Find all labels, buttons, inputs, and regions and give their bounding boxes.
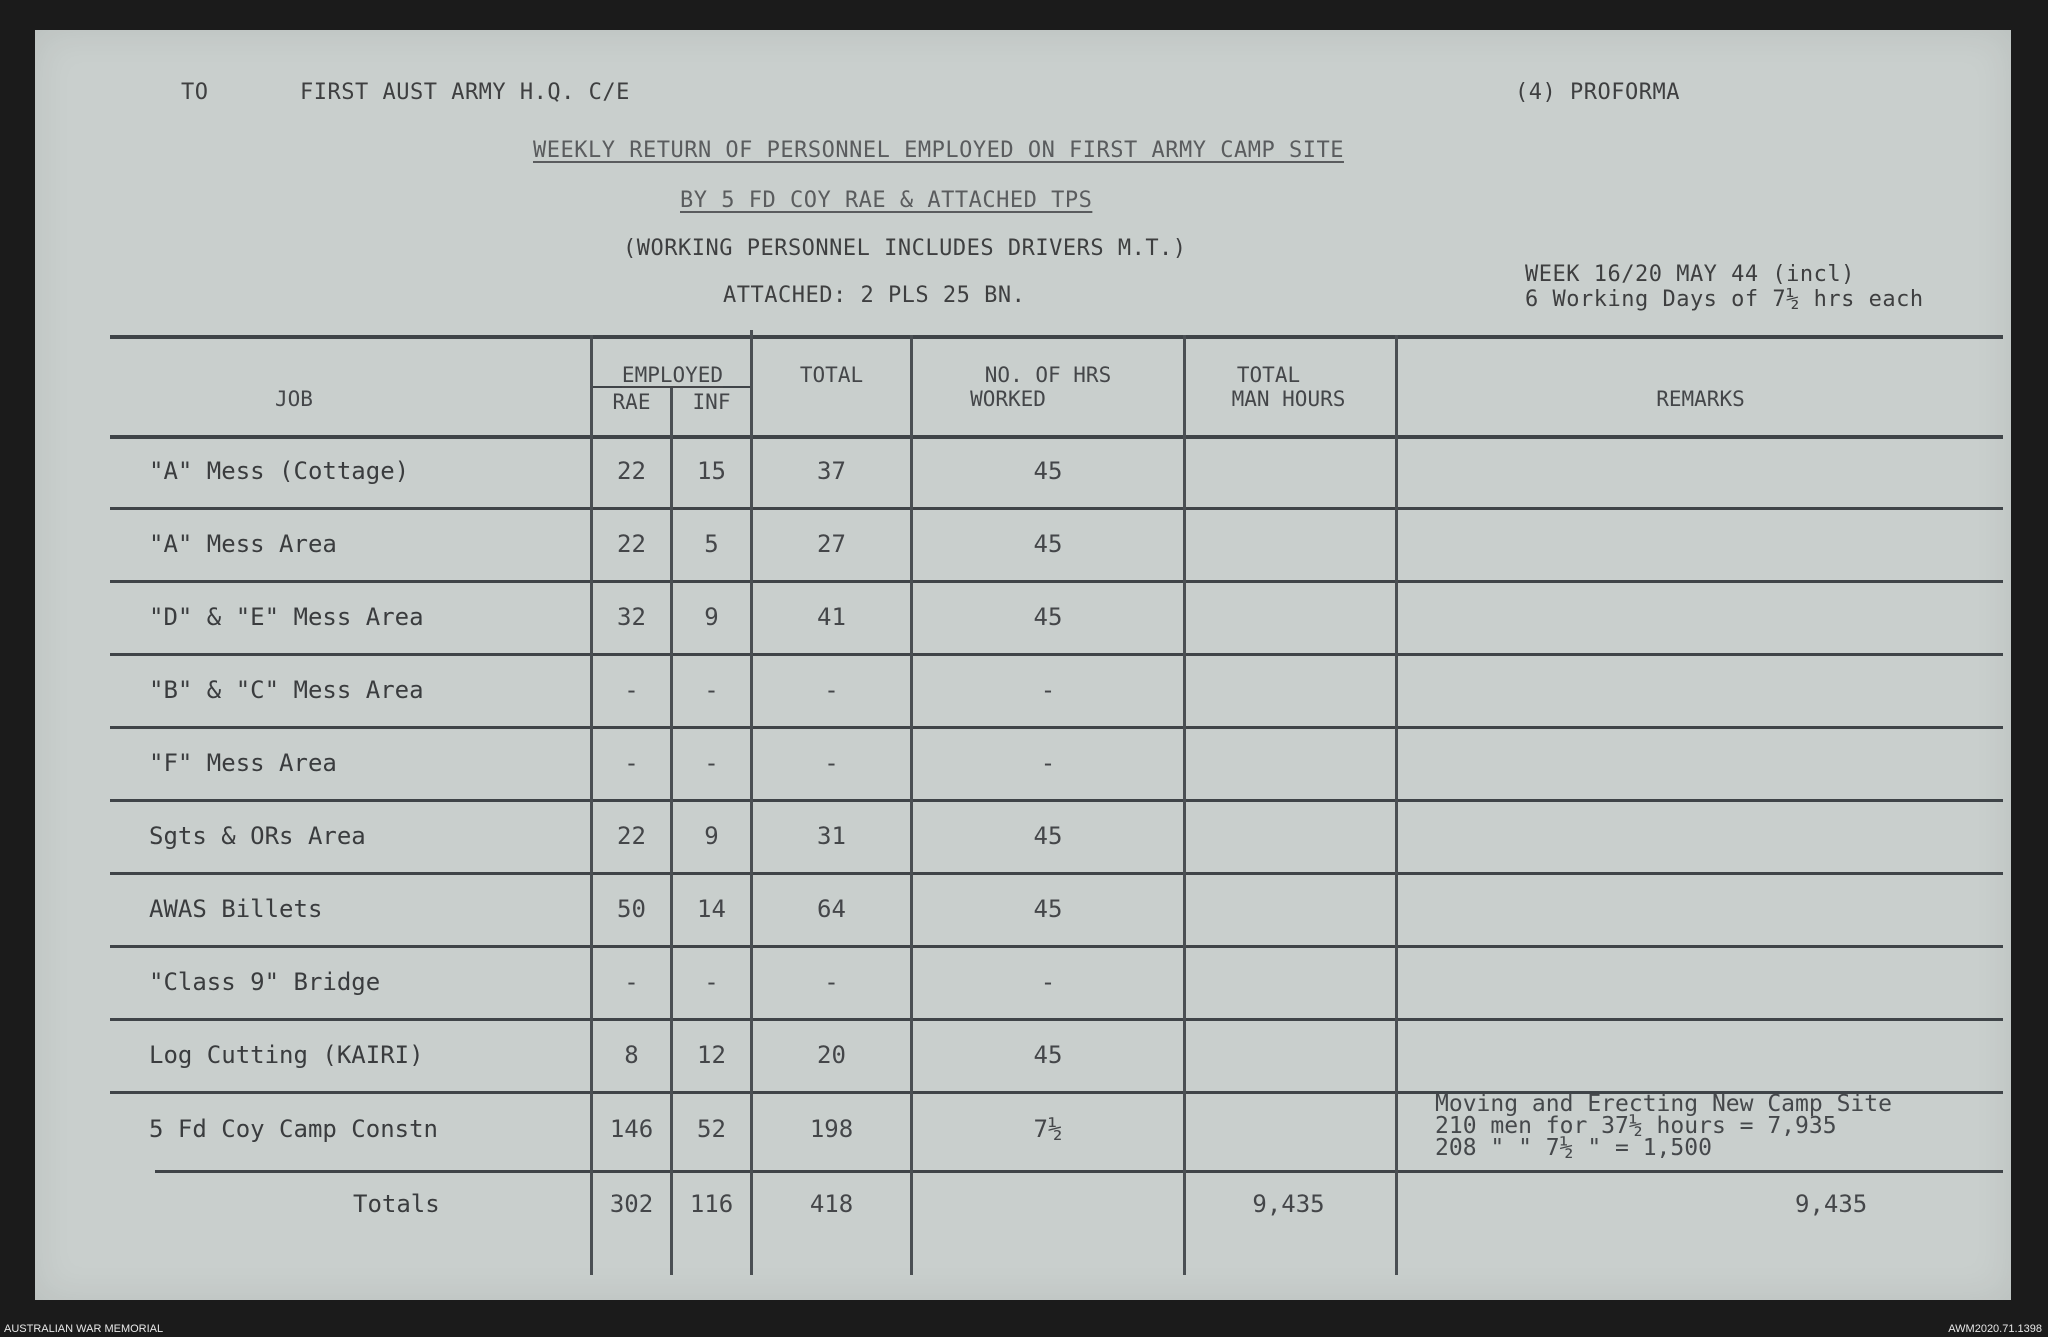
hours-cell: 45 — [1033, 895, 1063, 923]
row-rule — [110, 726, 2003, 729]
totals-remarks-value: 9,435 — [1795, 1190, 1868, 1218]
totals-top-rule — [155, 1170, 2003, 1173]
rae-cell: - — [624, 749, 639, 777]
job-cell: "F" Mess Area — [149, 749, 337, 777]
remark-line: 208 " " 7½ " = 1,500 — [1435, 1135, 1712, 1161]
job-cell: "A" Mess (Cottage) — [149, 457, 410, 485]
rae-cell: 22 — [617, 822, 646, 850]
total-cell: 31 — [817, 822, 846, 850]
total-cell: - — [824, 749, 839, 777]
total-cell: 37 — [817, 457, 846, 485]
row-rule — [110, 507, 2003, 510]
totals-rae: 302 — [609, 1190, 654, 1218]
rae-cell: 22 — [617, 530, 646, 558]
col-header-remarks: REMARKS — [1656, 387, 1745, 411]
remark-line: Moving and Erecting New Camp Site — [1435, 1091, 1892, 1117]
totals-total: 418 — [809, 1190, 854, 1218]
inf-cell: 5 — [704, 530, 719, 558]
row-rule — [110, 945, 2003, 948]
footer-accession: AWM2020.71.1398 — [1948, 1323, 2042, 1335]
col-header-total: TOTAL — [799, 363, 864, 387]
personnel-note: (WORKING PERSONNEL INCLUDES DRIVERS M.T.) — [623, 236, 1187, 261]
rae-cell: - — [624, 676, 639, 704]
row-rule — [110, 1018, 2003, 1021]
total-cell: 27 — [817, 530, 846, 558]
total-cell: 41 — [817, 603, 846, 631]
col-header-man-hours: TOTAL — [1236, 363, 1301, 387]
total-cell: 64 — [817, 895, 846, 923]
col-header-inf: INF — [692, 390, 731, 414]
rae-cell: 32 — [617, 603, 646, 631]
column-divider — [1395, 335, 1398, 1275]
hours-cell: 45 — [1033, 822, 1063, 850]
total-cell: - — [824, 968, 839, 996]
job-cell: "A" Mess Area — [149, 530, 337, 558]
attached-note: ATTACHED: 2 PLS 25 BN. — [723, 283, 1026, 308]
job-cell: "Class 9" Bridge — [149, 968, 381, 996]
hours-cell: 7½ — [1033, 1115, 1063, 1143]
working-days-label: 6 Working Days of 7½ hrs each — [1525, 287, 1924, 312]
totals-inf: 116 — [689, 1190, 734, 1218]
inf-cell: 52 — [697, 1115, 726, 1143]
column-divider — [1183, 335, 1186, 1275]
to-label: TO — [181, 80, 209, 105]
proforma-label: (4) PROFORMA — [1515, 80, 1680, 105]
job-cell: "B" & "C" Mess Area — [149, 676, 424, 704]
col-header-man-hours-line2: MAN HOURS — [1231, 387, 1346, 411]
inf-cell: - — [704, 749, 719, 777]
job-cell: Sgts & ORs Area — [149, 822, 366, 850]
document-subtitle: BY 5 FD COY RAE & ATTACHED TPS — [680, 188, 1093, 213]
rae-cell: 146 — [609, 1115, 654, 1143]
total-cell: - — [824, 676, 839, 704]
inf-cell: - — [704, 968, 719, 996]
rae-cell: 50 — [617, 895, 646, 923]
remark-line: 210 men for 37½ hours = 7,935 — [1435, 1113, 1837, 1139]
rae-cell: 8 — [624, 1041, 639, 1069]
document-page — [35, 30, 2011, 1300]
job-cell: 5 Fd Coy Camp Constn — [149, 1115, 438, 1143]
col-header-hours-line2: WORKED — [970, 387, 1046, 411]
table-top-rule — [110, 335, 2003, 339]
inf-cell: 15 — [697, 457, 726, 485]
total-cell: 20 — [817, 1041, 846, 1069]
inf-cell: 12 — [697, 1041, 726, 1069]
row-rule — [110, 653, 2003, 656]
week-label: WEEK 16/20 MAY 44 (incl) — [1525, 262, 1855, 287]
row-rule — [110, 799, 2003, 802]
hours-cell: - — [1040, 968, 1056, 996]
col-header-rae: RAE — [612, 390, 651, 414]
job-cell: Log Cutting (KAIRI) — [149, 1041, 424, 1069]
hours-cell: 45 — [1033, 603, 1063, 631]
col-header-employed: EMPLOYED — [621, 363, 724, 387]
row-rule — [110, 580, 2003, 583]
hours-cell: - — [1040, 676, 1056, 704]
row-rule — [110, 872, 2003, 875]
inf-cell: - — [704, 676, 719, 704]
col-header-hours: NO. OF HRS — [984, 363, 1112, 387]
footer-credit: AUSTRALIAN WAR MEMORIAL — [4, 1323, 164, 1335]
hours-cell: 45 — [1033, 1041, 1063, 1069]
rae-cell: - — [624, 968, 639, 996]
header-bottom-rule — [110, 435, 2003, 439]
totals-man-hours: 9,435 — [1252, 1190, 1325, 1218]
document-title: WEEKLY RETURN OF PERSONNEL EMPLOYED ON FIRST ARMY CAMP SITE — [533, 138, 1344, 163]
job-cell: AWAS Billets — [149, 895, 323, 923]
total-cell: 198 — [809, 1115, 854, 1143]
totals-label: Totals — [353, 1190, 440, 1218]
col-header-job: JOB — [275, 387, 313, 411]
hours-cell: 45 — [1033, 530, 1063, 558]
hours-cell: 45 — [1033, 457, 1063, 485]
to-recipient: FIRST AUST ARMY H.Q. C/E — [300, 80, 630, 105]
inf-cell: 14 — [697, 895, 726, 923]
job-cell: "D" & "E" Mess Area — [149, 603, 424, 631]
hours-cell: - — [1040, 749, 1056, 777]
inf-cell: 9 — [704, 603, 719, 631]
rae-cell: 22 — [617, 457, 646, 485]
inf-cell: 9 — [704, 822, 719, 850]
